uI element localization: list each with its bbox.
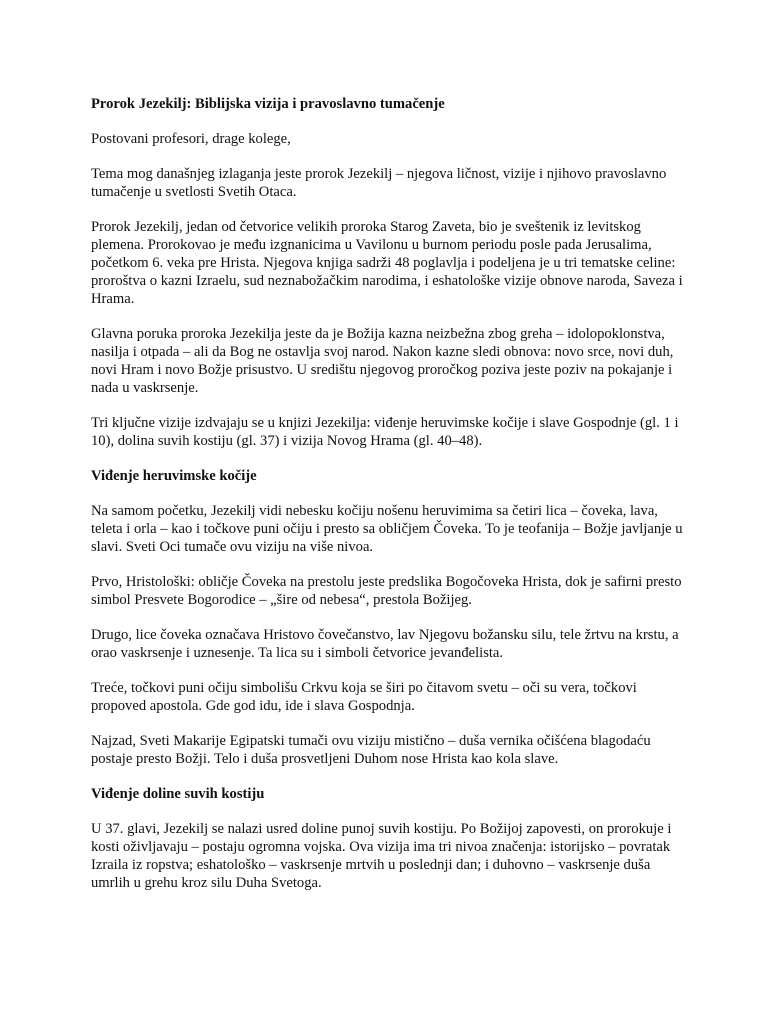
section-heading-chariot: Viđenje heruvimske kočije xyxy=(91,468,257,484)
paragraph-prophet-intro: Prorok Jezekilj, jedan od četvorice velikih proroka Starog Zaveta, bio je sveštenik iz levitskog plemena. Prorokovao je među izgnanicima u Vavilonu u burnom periodu posle pada Jerusalima, početkom 6. veka pre Hrista. Njegova knjiga sadrži 48 poglavlja i podeljena je u tri tematske celine: proroštva o kazni Izraelu, sud neznabožačkim narodima, i eshatološke vizije obnove naroda, Saveza i Hrama. xyxy=(91,219,683,307)
document-body xyxy=(91,95,691,909)
paragraph-chariot-vision: Na samom početku, Jezekilj vidi nebesku kočiju nošenu heruvimima sa četiri lica – čoveka, lava, teleta i orla – kao i točkove puni očiju i presto sa obličjem Čoveka. To je teofanija – Božje javljanje u slavi. Sveti Oci tumače ovu viziju na više nivoa. xyxy=(91,503,683,555)
paragraph-chariot-first: Prvo, Hristološki: obličje Čoveka na prestolu jeste predslika Bogočoveka Hrista, dok je safirni presto simbol Presvete Bogorodice – „šire od nebesa“, prestola Božijeg. xyxy=(91,574,682,608)
paragraph-chariot-third: Treće, točkovi puni očiju simbolišu Crkvu koja se širi po čitavom svetu – oči su vera, točkovi propoved apostola. Gde god idu, ide i slava Gospodnja. xyxy=(91,680,637,714)
paragraph-chariot-finally: Najzad, Sveti Makarije Egipatski tumači ovu viziju mistično – duša vernika očišćena blagodaću postaje presto Božji. Telo i duša prosvetljeni Duhom nose Hrista kao kola slave. xyxy=(91,733,651,767)
paragraph-topic: Tema mog današnjeg izlaganja jeste prorok Jezekilj – njegova ličnost, vizije i njihovo pravoslavno tumačenje u svetlosti Svetih Otaca. xyxy=(91,166,667,200)
paragraph-greeting: Postovani profesori, drage kolege, xyxy=(91,131,291,147)
paragraph-main-message: Glavna poruka proroka Jezekilja jeste da je Božija kazna neizbežna zbog greha – idolopoklonstva, nasilja i otpada – ali da Bog ne ostavlja svoj narod. Nakon kazne sledi obnova: novo srce, novi duh, novi Hram i novo Božje prisustvo. U središtu njegovog proročkog poziva jeste poziv na pokajanje i nada u vaskrsenje. xyxy=(91,326,674,396)
paragraph-three-visions: Tri ključne vizije izdvajaju se u knjizi Jezekilja: viđenje heruvimske kočije i slave Gospodnje (gl. 1 i 10), dolina suvih kostiju (gl. 37) i vizija Novog Hrama (gl. 40–48). xyxy=(91,415,679,449)
paragraph-chariot-second: Drugo, lice čoveka označava Hristovo čovečanstvo, lav Njegovu božansku silu, tele žrtvu na krstu, a orao vaskrsenje i uznesenje. Ta lica su i simboli četvorice jevanđelista. xyxy=(91,627,679,661)
paragraph-dry-bones: U 37. glavi, Jezekilj se nalazi usred doline punoj suvih kostiju. Po Božijoj zapovesti, on prorokuje i kosti oživljavaju – postaju ogromna vojska. Ova vizija ima tri nivoa značenja: istorijsko – povratak Izraila iz ropstva; eshatološko – vaskrsenje mrtvih u poslednji dan; i duhovno – vaskrsenje duša umrlih u grehu kroz silu Duha Svetoga. xyxy=(91,821,672,891)
document-title: Prorok Jezekilj: Biblijska vizija i pravoslavno tumačenje xyxy=(91,96,445,112)
section-heading-dry-bones: Viđenje doline suvih kostiju xyxy=(91,786,265,802)
